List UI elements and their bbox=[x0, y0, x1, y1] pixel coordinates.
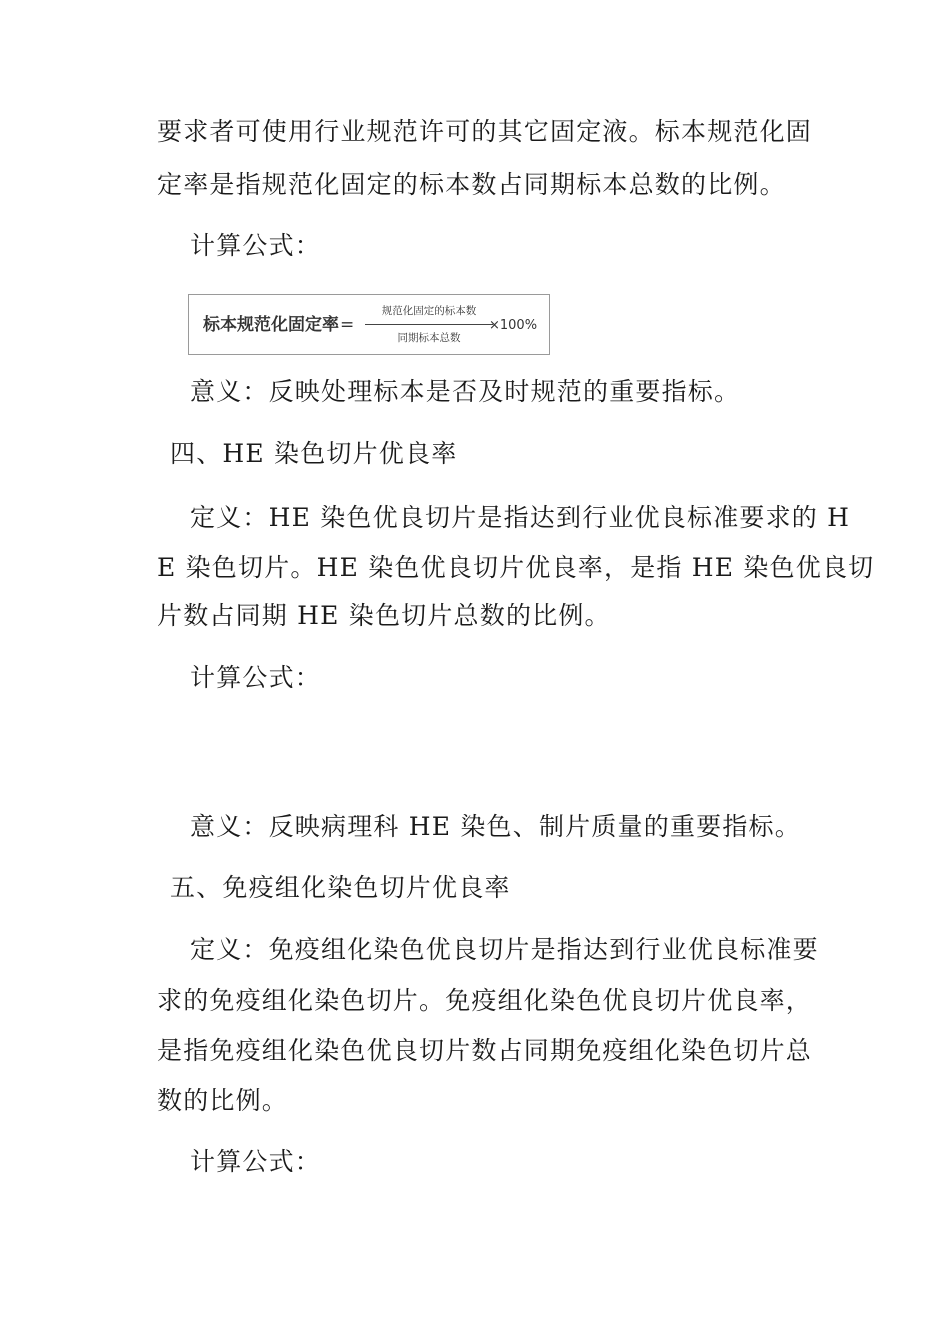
paragraph-line: 是指免疫组化染色优良切片数占同期免疫组化染色切片总 bbox=[157, 1036, 813, 1065]
formula-heading: 计算公式： bbox=[190, 663, 322, 692]
formula-multiplier: ×100% bbox=[489, 318, 538, 333]
paragraph-line: 定率是指规范化固定的标本数占同期标本总数的比例。 bbox=[157, 170, 786, 199]
paragraph-line: 要求者可使用行业规范许可的其它固定液。标本规范化固 bbox=[157, 117, 813, 146]
section-heading: 五、免疫组化染色切片优良率 bbox=[170, 873, 511, 902]
paragraph-line: 数的比例。 bbox=[157, 1086, 289, 1115]
significance-line: 意义：反映处理标本是否及时规范的重要指标。 bbox=[190, 377, 741, 406]
significance-line: 意义：反映病理科 HE 染色、制片质量的重要指标。 bbox=[190, 812, 801, 841]
formula-numerator: 规范化固定的标本数 bbox=[381, 305, 477, 317]
formula-denominator: 同期标本总数 bbox=[397, 332, 461, 344]
formula-heading: 计算公式： bbox=[190, 231, 322, 260]
paragraph-line: 求的免疫组化染色切片。免疫组化染色优良切片优良率， bbox=[157, 986, 813, 1015]
formula-image bbox=[188, 294, 550, 355]
paragraph-line: 定义：免疫组化染色优良切片是指达到行业优良标准要 bbox=[190, 935, 819, 964]
fraction-bar bbox=[365, 324, 493, 325]
section-heading: 四、HE 染色切片优良率 bbox=[170, 439, 458, 468]
paragraph-line: 定义：HE 染色优良切片是指达到行业优良标准要求的 H bbox=[190, 503, 851, 532]
formula-heading: 计算公式： bbox=[190, 1147, 322, 1176]
paragraph-line: E 染色切片。HE 染色优良切片优良率，是指 HE 染色优良切 bbox=[157, 553, 875, 582]
paragraph-line: 片数占同期 HE 染色切片总数的比例。 bbox=[157, 601, 611, 630]
formula-equals: = bbox=[340, 315, 355, 335]
formula-label: 标本规范化固定率 bbox=[203, 315, 339, 335]
